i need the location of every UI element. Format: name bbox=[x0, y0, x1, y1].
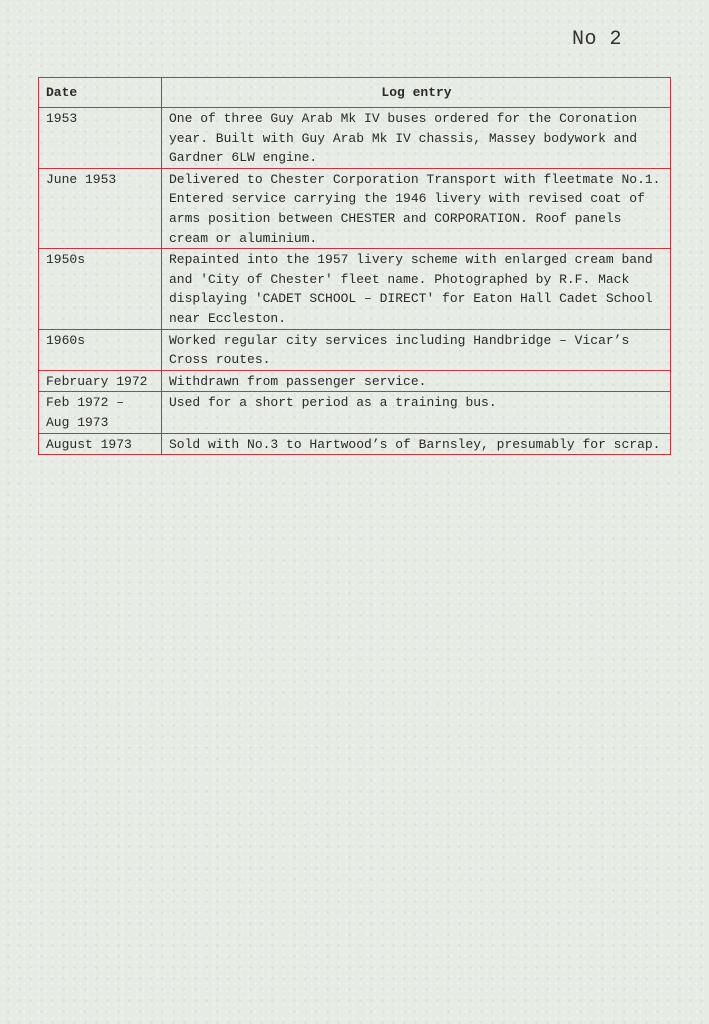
row-log-entry: Delivered to Chester Corporation Transport with fleetmate No.1. Entered service carrying the 1946 livery with revised coat of arms position between CHESTER and CORPORATION. Roof panels cream or aluminium. bbox=[162, 168, 671, 248]
row-date: 1953 bbox=[39, 108, 162, 169]
row-date: June 1953 bbox=[39, 168, 162, 248]
row-date: August 1973 bbox=[39, 433, 162, 455]
log-entry-column-header: Log entry bbox=[162, 78, 671, 108]
date-column-header: Date bbox=[39, 78, 162, 108]
table-header-row bbox=[39, 78, 671, 108]
row-date: 1950s bbox=[39, 249, 162, 329]
table-row bbox=[39, 108, 671, 169]
table-row bbox=[39, 168, 671, 248]
row-log-entry: Repainted into the 1957 livery scheme with enlarged cream band and 'City of Chester' fleet name. Photographed by R.F. Mack displaying 'CADET SCHOOL – DIRECT' for Eaton Hall Cadet School near Eccleston. bbox=[162, 249, 671, 329]
row-log-entry: Sold with No.3 to Hartwood’s of Barnsley, presumably for scrap. bbox=[162, 433, 671, 455]
row-log-entry: Withdrawn from passenger service. bbox=[162, 370, 671, 392]
table-row bbox=[39, 392, 671, 433]
table-row bbox=[39, 433, 671, 455]
row-date: 1960s bbox=[39, 329, 162, 370]
log-table bbox=[38, 77, 671, 455]
page-number: No 2 bbox=[572, 28, 623, 51]
row-log-entry: Used for a short period as a training bus. bbox=[162, 392, 671, 433]
table-row bbox=[39, 329, 671, 370]
table-row bbox=[39, 249, 671, 329]
row-log-entry: One of three Guy Arab Mk IV buses ordered for the Coronation year. Built with Guy Arab Mk IV chassis, Massey bodywork and Gardner 6LW engine. bbox=[162, 108, 671, 169]
row-log-entry: Worked regular city services including Handbridge – Vicar’s Cross routes. bbox=[162, 329, 671, 370]
table-row bbox=[39, 370, 671, 392]
row-date: February 1972 bbox=[39, 370, 162, 392]
row-date: Feb 1972 – Aug 1973 bbox=[39, 392, 162, 433]
